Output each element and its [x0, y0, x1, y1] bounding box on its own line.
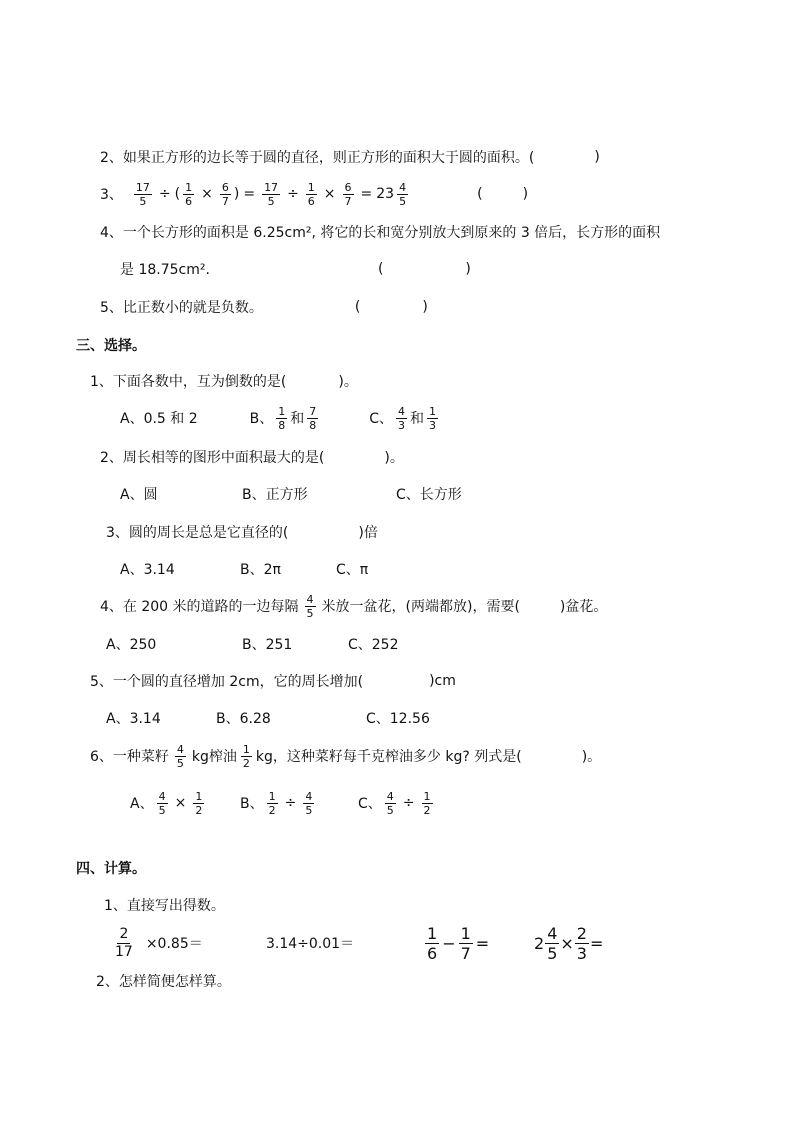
fraction: $\frac{4}{5}$	[158, 789, 166, 817]
fraction: $\frac{6}{7}$	[344, 180, 352, 208]
choice-q2-options	[120, 474, 462, 514]
fraction: $\frac{1}{2}$	[242, 742, 250, 770]
fraction: $\frac{1}{8}$	[278, 404, 286, 432]
option-a[interactable]: A、圆	[120, 487, 158, 503]
option-b[interactable]: B、 $\frac{1}{8}$ 和 $\frac{7}{8}$	[249, 404, 317, 432]
fraction: $\frac{4}{5}$	[547, 923, 558, 963]
choice-q5: 5、一个圆的直径增加 2cm，它的周长增加( )cm	[90, 673, 456, 690]
fraction: $\frac{4}{5}$	[399, 180, 407, 208]
calc-expr-1: $\frac{2}{17}$ ×0.85＝	[115, 925, 203, 960]
choice-q6-options	[130, 783, 436, 823]
option-b[interactable]: B、251	[242, 637, 293, 653]
choice-q4: 4、在 200 米的道路的一边每隔 $\frac{4}{5}$ 米放一盆花，(两端都放)，需要( )盆花。	[100, 592, 608, 620]
choice-q2: 2、周长相等的图形中面积最大的是( )。	[100, 450, 404, 466]
option-c[interactable]: C、 $\frac{4}{5}$ ÷ $\frac{1}{2}$	[358, 789, 431, 817]
choice-q4-options	[106, 624, 399, 664]
judge-q3: 3、 $\frac{17}{5}$ ÷ ( $\frac{1}{6}$ × $\frac{6}{7}$ ) = $\frac{17}{5}$ ÷ $\frac{1}{6}$ × $\frac{6}{7}$ = 23 $\frac{4}{5}$ ( )	[100, 180, 529, 208]
choice-q6: 6、一种菜籽 $\frac{4}{5}$ kg榨油 $\frac{1}{2}$ kg，这种菜籽每千克榨油多少 kg? 列式是( )。	[90, 742, 602, 770]
option-b[interactable]: B、2π	[240, 562, 281, 578]
fraction: $\frac{1}{2}$	[268, 789, 276, 817]
fraction: $\frac{4}{5}$	[176, 742, 184, 770]
judge-q4-line2: 是 18.75cm². ( )	[120, 261, 471, 278]
fraction: $\frac{1}{2}$	[195, 789, 203, 817]
calc-expr-2: 3.14÷0.01＝	[266, 936, 355, 952]
fraction: $\frac{1}{6}$	[307, 180, 315, 208]
fraction: $\frac{1}{2}$	[423, 789, 431, 817]
section-title-choice: 三、选择。	[76, 338, 146, 354]
option-c[interactable]: C、 $\frac{4}{3}$ 和 $\frac{1}{3}$	[369, 404, 437, 432]
calc-sub1: 1、直接写出得数。	[104, 898, 225, 914]
calc-expr-4: 2 $\frac{4}{5}$ × $\frac{2}{3}$ =	[534, 923, 604, 963]
fraction: $\frac{1}{6}$	[185, 180, 193, 208]
option-a[interactable]: A、0.5 和 2	[120, 411, 198, 427]
fraction: $\frac{6}{7}$	[221, 180, 229, 208]
option-a[interactable]: A、250	[106, 637, 157, 653]
fraction: $\frac{4}{3}$	[398, 404, 406, 432]
choice-q3: 3、圆的周长是总是它直径的( )倍	[106, 525, 378, 541]
fraction: $\frac{7}{8}$	[309, 404, 317, 432]
fraction: $\frac{4}{5}$	[305, 789, 313, 817]
calc-expressions	[110, 920, 603, 966]
fraction: $\frac{4}{5}$	[306, 592, 314, 620]
judge-q4-line1: 4、一个长方形的面积是 6.25cm², 将它的长和宽分别放大到原来的 3 倍后，长方形的面积	[100, 225, 661, 241]
fraction: $\frac{1}{7}$	[460, 923, 471, 963]
fraction: $\frac{17}{5}$	[264, 180, 279, 208]
option-b[interactable]: B、 $\frac{1}{2}$ ÷ $\frac{4}{5}$	[240, 789, 313, 817]
option-c[interactable]: C、252	[348, 637, 399, 653]
fraction: $\frac{17}{5}$	[135, 180, 150, 208]
choice-q1: 1、下面各数中，互为倒数的是( )。	[90, 374, 358, 390]
choice-q5-options	[106, 698, 430, 738]
calc-sub2: 2、怎样简便怎样算。	[96, 974, 231, 990]
fraction: $\frac{1}{3}$	[429, 404, 437, 432]
judge-q2: 2、如果正方形的边长等于圆的直径，则正方形的面积大于圆的面积。( )	[100, 149, 600, 166]
section-title-calc: 四、计算。	[76, 861, 146, 877]
fraction: $\frac{4}{5}$	[386, 789, 394, 817]
option-b[interactable]: B、6.28	[216, 711, 271, 727]
option-b[interactable]: B、正方形	[242, 487, 308, 503]
choice-q3-options	[120, 549, 368, 589]
fraction: $\frac{2}{3}$	[576, 923, 587, 963]
option-c[interactable]: C、12.56	[366, 711, 430, 727]
option-c[interactable]: C、长方形	[396, 487, 462, 503]
fraction: $\frac{1}{6}$	[427, 923, 438, 963]
judge-q2-text: 2、如果正方形的边长等于圆的直径，则正方形的面积大于圆的面积。(	[100, 150, 535, 166]
option-c[interactable]: C、π	[336, 562, 369, 578]
option-a[interactable]: A、3.14	[120, 562, 175, 578]
calc-expr-3: $\frac{1}{6}$ − $\frac{1}{7}$ =	[427, 923, 490, 963]
fraction: $\frac{2}{17}$	[115, 925, 133, 960]
option-a[interactable]: A、 $\frac{4}{5}$ × $\frac{1}{2}$	[130, 789, 203, 817]
choice-q1-options	[120, 398, 441, 438]
judge-q5: 5、比正数小的就是负数。 ( )	[100, 299, 428, 316]
option-a[interactable]: A、3.14	[106, 711, 161, 727]
